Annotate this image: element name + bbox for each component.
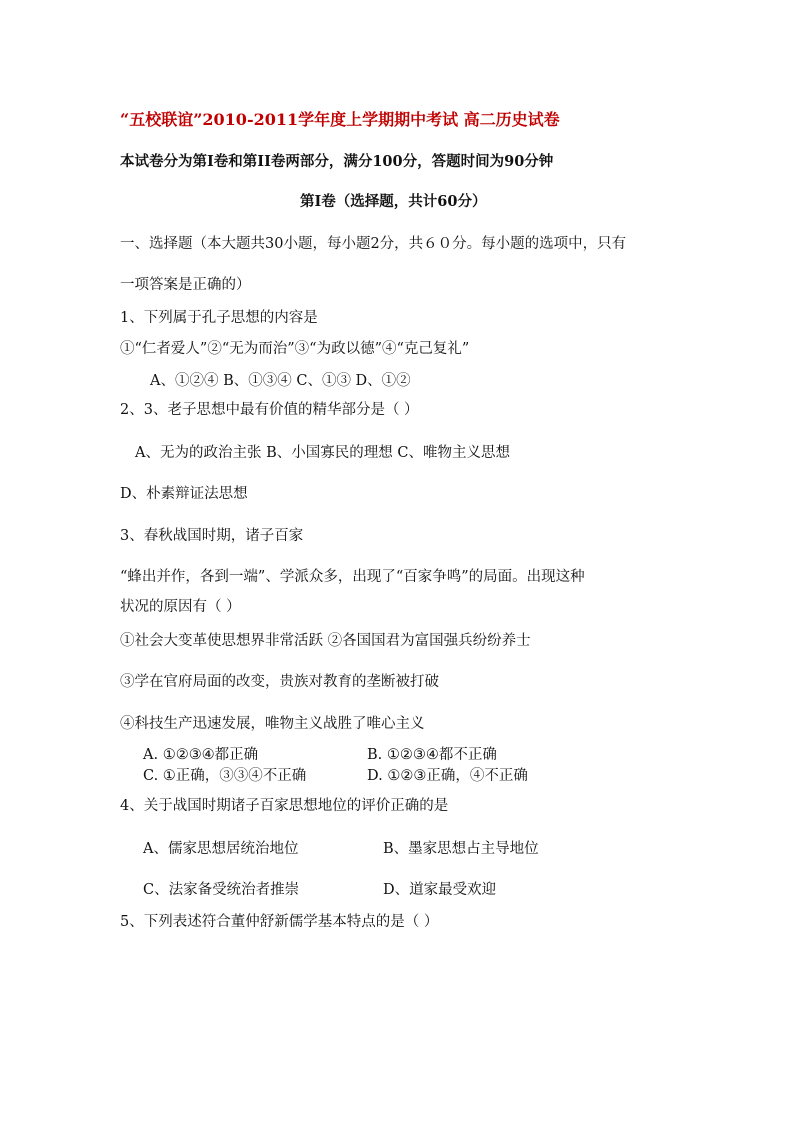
q2-options-line-2: D、朴素辩证法思想	[120, 486, 248, 502]
q3-item-1: ①社会大变革使思想界非常活跃 ②各国国君为富国强兵纷纷养士	[120, 633, 531, 649]
exam-intro: 本试卷分为第I卷和第II卷两部分，满分100分，答题时间为90分钟	[120, 153, 554, 170]
q3-option-d: D. ①②③正确，④不正确	[367, 768, 528, 784]
q1-options: A、①②④ B、①③④ C、①③ D、①②	[150, 373, 411, 389]
instructions-line-2: 一项答案是正确的）	[120, 277, 251, 293]
exam-title: “五校联谊”2010-2011学年度上学期期中考试 高二历史试卷	[120, 110, 560, 129]
q3-option-b: B. ①②③④都不正确	[367, 747, 497, 763]
q1-stem: 1、下列属于孔子思想的内容是	[120, 310, 318, 326]
q3-item-3: ③学在官府局面的改变，贵族对教育的垄断被打破	[120, 674, 439, 690]
instructions-line-1: 一、选择题（本大题共30小题，每小题2分，共６０分。每小题的选项中，只有	[120, 236, 627, 252]
q5-stem: 5、下列表述符合董仲舒新儒学基本特点的是（ ）	[120, 914, 439, 930]
q3-option-a: A. ①②③④都正确	[143, 747, 259, 763]
q3-stem: 3、春秋战国时期，诸子百家	[120, 528, 304, 544]
q1-items: ①“仁者爱人”②“无为而治”③“为政以德”④“克己复礼”	[120, 341, 470, 357]
q4-stem: 4、关于战国时期诸子百家思想地位的评价正确的是	[120, 798, 449, 814]
q2-options-line-1: A、无为的政治主张 B、小国寡民的理想 C、唯物主义思想	[135, 445, 510, 461]
q3-option-c: C. ①正确，③③④不正确	[143, 768, 307, 784]
q4-option-d: D、道家最受欢迎	[383, 882, 497, 898]
q3-item-4: ④科技生产迅速发展，唯物主义战胜了唯心主义	[120, 716, 425, 732]
q2-stem: 2、3、老子思想中最有价值的精华部分是（ ）	[120, 402, 419, 418]
q3-line-3: 状况的原因有（ ）	[120, 599, 241, 615]
section-title: 第I卷（选择题，共计60分）	[300, 193, 487, 210]
q4-option-b: B、墨家思想占主导地位	[383, 841, 539, 857]
q3-line-2: “蜂出并作，各到一端”、学派众多，出现了“百家争鸣”的局面。出现这种	[120, 569, 585, 585]
q4-option-c: C、法家备受统治者推崇	[143, 882, 300, 898]
q4-option-a: A、儒家思想居统治地位	[143, 841, 299, 857]
